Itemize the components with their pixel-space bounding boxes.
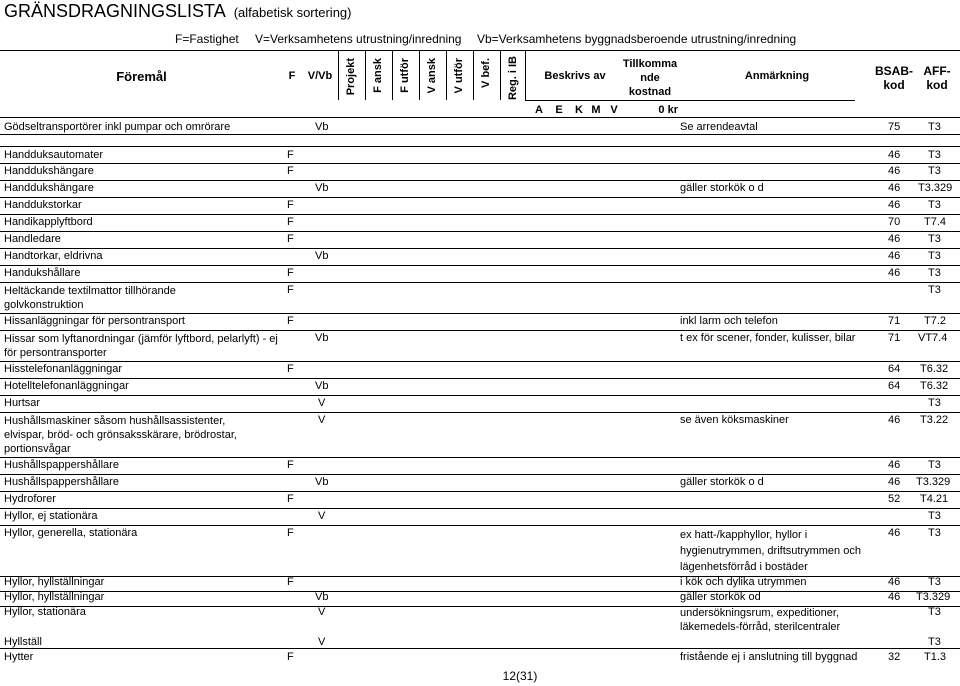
table-row-f: F (287, 315, 294, 327)
header-beskrivs: Beskrivs av (544, 70, 606, 82)
table-row-name: Handdukshängare (4, 182, 94, 194)
table-row-bsab: 46 (888, 267, 901, 279)
table-row-aff: T3 (928, 233, 941, 245)
col-sep (365, 50, 366, 100)
table-row-name: Heltäckande textilmattor tillhörande golvkonstruktion (4, 285, 176, 311)
row-divider (0, 282, 960, 283)
table-row-aff: T3 (928, 510, 941, 522)
table-row-f: F (287, 149, 294, 161)
table-row-vb: Vb (315, 476, 329, 488)
row-divider (0, 576, 960, 577)
col-sep (446, 50, 447, 100)
header-a: A (535, 104, 543, 116)
col-sep (392, 50, 393, 100)
table-row-vb: Vb (315, 121, 329, 133)
table-row-name: Hytter (4, 651, 34, 663)
header-bottom-line (0, 117, 960, 118)
table-row-note: gäller storkök od (680, 591, 761, 603)
row-divider (0, 474, 960, 475)
row-divider (0, 248, 960, 249)
table-row-aff: T6.32 (920, 380, 949, 392)
row-divider (0, 457, 960, 458)
table-row-name: Handledare (4, 233, 61, 245)
table-row-note: inkl larm och telefon (680, 315, 778, 327)
table-row-vb: V (318, 414, 326, 426)
table-row-f: F (287, 284, 294, 296)
table-row-aff: T3 (928, 121, 941, 133)
row-divider (0, 525, 960, 526)
table-row-aff: T1.3 (924, 651, 947, 663)
header-aff: AFF-kod (923, 64, 951, 92)
legend-v: V=Verksamhetens utrustning/inredning (255, 32, 462, 46)
table-row-bsab: 32 (888, 651, 901, 663)
table-row-f: F (287, 267, 294, 279)
row-divider (0, 378, 960, 379)
table-row-name: Hyllor, hyllställningar (4, 591, 105, 603)
row-divider (0, 412, 960, 413)
table-row-bsab: 75 (888, 121, 901, 133)
table-row-aff: T3 (928, 284, 941, 296)
header-tillkomma: Tillkomma nde kostnad (622, 58, 678, 98)
table-row-aff: T3 (928, 149, 941, 161)
page-number: 12(31) (502, 669, 538, 683)
row-divider (0, 146, 960, 147)
header-anmarkning: Anmärkning (744, 70, 810, 82)
row-divider (0, 491, 960, 492)
table-row-bsab: 46 (888, 199, 901, 211)
table-row-note: undersökningsrum, expeditioner, läkemedels-förråd, sterilcentraler (680, 607, 841, 633)
row-divider (0, 214, 960, 215)
table-row-name: Hyllor, hyllställningar (4, 576, 105, 588)
header-v: V (610, 104, 618, 116)
table-row-aff: T3 (928, 527, 941, 539)
table-row-aff: VT7.4 (918, 332, 948, 344)
table-row-name: Hushållspappershållare (4, 459, 119, 471)
table-row-vb: Vb (315, 591, 329, 603)
header-e: E (555, 104, 563, 116)
table-row-bsab: 46 (888, 233, 901, 245)
header-k: K (575, 104, 583, 116)
table-row-f: F (287, 363, 294, 375)
header-nollkr: 0 kr (658, 104, 678, 116)
table-row-aff: T3.329 (916, 591, 951, 603)
row-divider (0, 313, 960, 314)
table-row-name: Gödseltransportörer inkl pumpar och omrörare (4, 121, 231, 133)
col-sep (525, 50, 526, 100)
table-row-bsab: 46 (888, 250, 901, 262)
col-sep (500, 50, 501, 100)
row-divider (0, 163, 960, 164)
table-row-name: Hyllställ (4, 636, 42, 648)
table-row-bsab: 70 (888, 216, 901, 228)
table-row-note: t ex för scener, fonder, kulisser, bilar (680, 332, 856, 344)
table-row-bsab: 71 (888, 315, 901, 327)
table-row-vb: V (318, 397, 326, 409)
table-row-name: Hotelltelefonanläggningar (4, 380, 129, 392)
table-row-aff: T4.21 (920, 493, 949, 505)
table-row-name: Handtorkar, eldrivna (4, 250, 103, 262)
table-row-name: Handdukshängare (4, 165, 94, 177)
header-futfor: F utför (399, 58, 411, 93)
legend-vb: Vb=Verksamhetens byggnadsberoende utrustning/inredning (477, 32, 797, 46)
table-row-name: Handukshållare (4, 267, 81, 279)
header-sub-line (525, 100, 855, 101)
table-row-note: fristående ej i anslutning till byggnad (680, 651, 858, 663)
table-row-name: Hyllor, ej stationära (4, 510, 98, 522)
col-sep (338, 50, 339, 100)
table-row-aff: T3.22 (920, 414, 949, 426)
row-divider (0, 395, 960, 396)
table-row-name: Handdukstorkar (4, 199, 82, 211)
header-top-line (0, 50, 960, 51)
legend-f: F=Fastighet (175, 32, 239, 46)
table-row-bsab: 46 (888, 459, 901, 471)
header-vutfor: V utför (453, 58, 465, 94)
header-fansk: F ansk (372, 58, 384, 93)
table-row-f: F (287, 233, 294, 245)
table-row-bsab: 46 (888, 591, 901, 603)
table-row-f: F (287, 576, 294, 588)
table-row-name: Hushållspappershållare (4, 476, 119, 488)
table-row-aff: T3 (928, 250, 941, 262)
table-row-vb: Vb (315, 380, 329, 392)
header-foremal: Föremål (116, 69, 167, 84)
row-divider (0, 197, 960, 198)
header-vbef: V bef. (480, 58, 492, 88)
table-row-bsab: 46 (888, 149, 901, 161)
table-row-bsab: 46 (888, 165, 901, 177)
table-row-aff: T3 (928, 165, 941, 177)
row-divider (0, 231, 960, 232)
table-row-name: Hurtsar (4, 397, 41, 409)
row-divider (0, 648, 960, 649)
table-row-aff: T3 (928, 267, 941, 279)
table-row-name: Hushållsmaskiner såsom hushållsassistenter, elvispar, bröd- och grönsaksskärare, brödrostar, portionsvågar (4, 415, 237, 455)
table-row-f: F (287, 199, 294, 211)
table-row-bsab: 71 (888, 332, 901, 344)
header-projekt: Projekt (345, 58, 357, 96)
page-title (4, 1, 352, 22)
col-sep (419, 50, 420, 100)
row-divider (0, 265, 960, 266)
table-row-f: F (287, 459, 294, 471)
row-divider (0, 330, 960, 331)
col-sep (473, 50, 474, 100)
table-row-vb: V (318, 636, 326, 648)
row-divider (0, 508, 960, 509)
table-row-f: F (287, 527, 294, 539)
table-row-note: i kök och dylika utrymmen (680, 576, 807, 588)
header-vvb: V/Vb (307, 70, 333, 82)
table-row-aff: T3.329 (918, 182, 953, 194)
table-row-name: Hissar som lyftanordningar (jämför lyftbord, pelarlyft) - ej för persontransporter (4, 333, 278, 359)
table-row-name: Hissanläggningar för persontransport (4, 315, 185, 327)
row-divider (0, 134, 960, 135)
table-row-aff: T3 (928, 459, 941, 471)
table-row-name: Hyllor, stationära (4, 606, 86, 618)
table-row-aff: T6.32 (920, 363, 949, 375)
row-divider (0, 361, 960, 362)
header-bsab: BSAB-kod (875, 64, 913, 92)
table-row-name: Hyllor, generella, stationära (4, 527, 138, 539)
table-row-bsab: 52 (888, 493, 901, 505)
table-row-vb: V (318, 510, 326, 522)
table-row-aff: T7.4 (924, 216, 947, 228)
table-row-aff: T3 (928, 576, 941, 588)
table-row-bsab: 46 (888, 576, 901, 588)
table-row-note: ex hatt-/kapphyllor, hyllor i hygienutrymmen, driftsutrymmen och lägenhetsförråd i bostäder (680, 529, 861, 573)
table-row-aff: T3 (928, 606, 941, 618)
title-text: GRÄNSDRAGNINGSLISTA (4, 1, 226, 21)
table-row-f: F (287, 216, 294, 228)
row-divider (0, 180, 960, 181)
header-f: F (288, 70, 296, 82)
table-row-aff: T3.329 (916, 476, 951, 488)
table-row-bsab: 46 (888, 414, 901, 426)
table-row-name: Handduksautomater (4, 149, 104, 161)
table-row-name: Hisstelefonanläggningar (4, 363, 123, 375)
table-row-aff: T3 (928, 397, 941, 409)
table-row-vb: Vb (315, 250, 329, 262)
table-row-bsab: 64 (888, 363, 901, 375)
table-row-f: F (287, 651, 294, 663)
table-row-note: gäller storkök o d (680, 182, 764, 194)
table-row-vb: Vb (315, 332, 329, 344)
table-row-aff: T3 (928, 636, 941, 648)
table-row-vb: V (318, 606, 326, 618)
table-row-vb: Vb (315, 182, 329, 194)
table-row-bsab: 46 (888, 527, 901, 539)
table-row-note: Se arrendeavtal (680, 121, 758, 133)
title-subtitle: (alfabetisk sortering) (233, 5, 352, 20)
table-row-f: F (287, 165, 294, 177)
table-row-bsab: 46 (888, 182, 901, 194)
table-row-f: F (287, 493, 294, 505)
header-regib: Reg. i IB (507, 56, 519, 101)
table-row-note: gäller storkök o d (680, 476, 764, 488)
table-row-bsab: 46 (888, 476, 901, 488)
table-row-bsab: 64 (888, 380, 901, 392)
header-m: M (591, 104, 601, 116)
row-divider (0, 591, 960, 592)
table-row-name: Handikapplyftbord (4, 216, 93, 228)
table-row-aff: T7.2 (924, 315, 947, 327)
table-row-name: Hydroforer (4, 493, 56, 505)
header-vansk: V ansk (426, 58, 438, 94)
table-row-note: se även köksmaskiner (680, 414, 789, 426)
table-row-aff: T3 (928, 199, 941, 211)
